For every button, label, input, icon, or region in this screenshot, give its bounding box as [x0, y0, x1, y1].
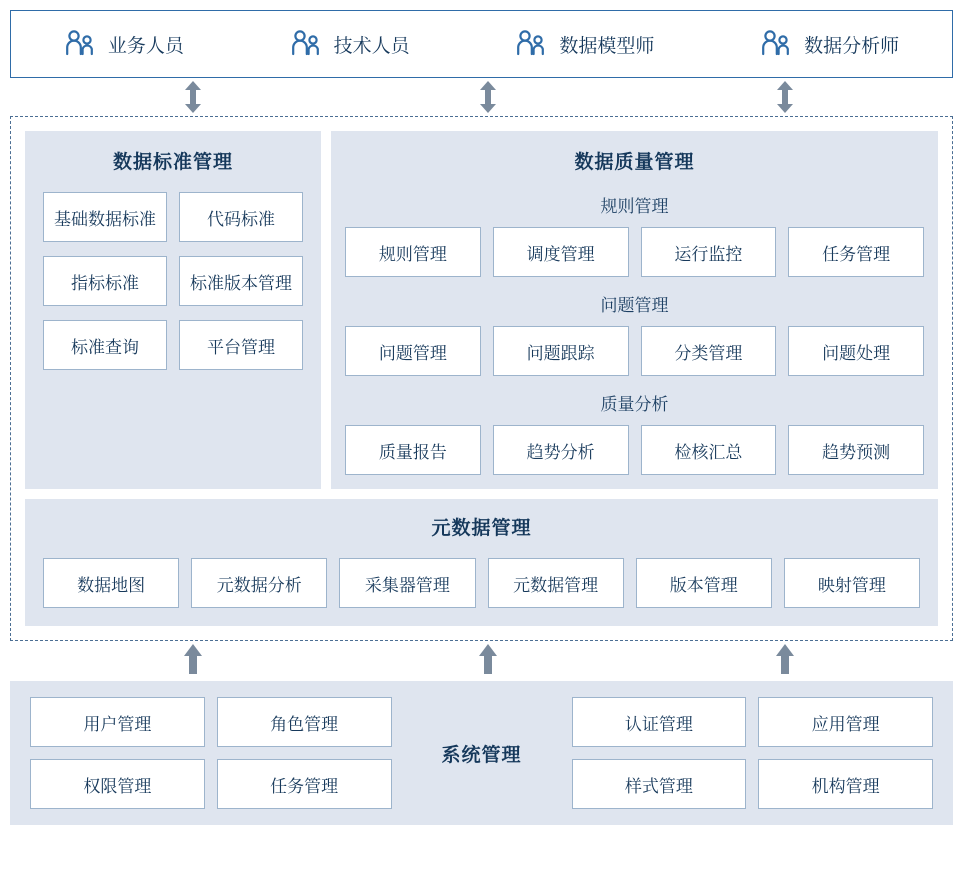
system-item[interactable]: 用户管理 [30, 697, 205, 747]
metadata-item[interactable]: 采集器管理 [339, 558, 475, 608]
system-management-panel [10, 681, 953, 825]
people-icon [515, 29, 547, 59]
up-arrow-icon [772, 643, 798, 680]
data-standard-grid [43, 192, 303, 370]
standard-item[interactable]: 代码标准 [179, 192, 303, 242]
quality-item[interactable]: 问题跟踪 [493, 326, 629, 376]
quality-item[interactable]: 质量报告 [345, 425, 481, 475]
quality-group-grid [345, 227, 924, 277]
role-item[interactable] [507, 29, 662, 59]
quality-item[interactable]: 检核汇总 [641, 425, 777, 475]
quality-group-title: 规则管理 [600, 197, 669, 216]
up-arrow-icon [475, 643, 501, 680]
standard-item[interactable]: 标准版本管理 [179, 256, 303, 306]
role-label: 技术人员 [333, 35, 410, 57]
quality-group-title: 质量分析 [600, 395, 669, 414]
people-icon [290, 29, 322, 59]
panel-title: 数据标准管理 [112, 152, 233, 173]
role-item[interactable] [282, 29, 418, 59]
standard-item[interactable]: 标准查询 [43, 320, 167, 370]
governance-top-row [25, 131, 938, 489]
data-standard-panel [25, 131, 321, 489]
quality-item[interactable]: 规则管理 [345, 227, 481, 277]
quality-item[interactable]: 分类管理 [641, 326, 777, 376]
connector-row-top [10, 78, 953, 116]
panel-title: 元数据管理 [431, 518, 532, 539]
quality-group-grid [345, 425, 924, 475]
quality-item[interactable]: 任务管理 [788, 227, 924, 277]
standard-item[interactable]: 基础数据标准 [43, 192, 167, 242]
quality-item[interactable]: 调度管理 [493, 227, 629, 277]
quality-item[interactable]: 问题管理 [345, 326, 481, 376]
system-item[interactable]: 应用管理 [758, 697, 933, 747]
role-label: 业务人员 [107, 35, 184, 57]
data-quality-panel [331, 131, 938, 489]
connector-row-bottom [10, 641, 953, 681]
standard-item[interactable]: 指标标准 [43, 256, 167, 306]
role-item[interactable] [752, 29, 907, 59]
system-item[interactable]: 机构管理 [758, 759, 933, 809]
role-label: 数据分析师 [804, 35, 900, 57]
system-left-grid [30, 697, 392, 809]
role-item[interactable] [56, 29, 192, 59]
metadata-item[interactable]: 元数据管理 [488, 558, 624, 608]
governance-container [10, 116, 953, 641]
quality-group-grid [345, 326, 924, 376]
people-icon [760, 29, 792, 59]
quality-group-title: 问题管理 [600, 296, 669, 315]
metadata-grid [43, 558, 920, 608]
metadata-item[interactable]: 版本管理 [636, 558, 772, 608]
roles-bar [10, 10, 953, 78]
system-item[interactable]: 角色管理 [217, 697, 392, 747]
system-right-grid [572, 697, 934, 809]
standard-item[interactable]: 平台管理 [179, 320, 303, 370]
metadata-item[interactable]: 元数据分析 [191, 558, 327, 608]
people-icon [64, 29, 96, 59]
up-arrow-icon [180, 643, 206, 680]
system-item[interactable]: 认证管理 [572, 697, 747, 747]
metadata-panel [25, 499, 938, 626]
system-item[interactable]: 任务管理 [217, 759, 392, 809]
system-item[interactable]: 权限管理 [30, 759, 205, 809]
metadata-item[interactable]: 数据地图 [43, 558, 179, 608]
metadata-item[interactable]: 映射管理 [784, 558, 920, 608]
system-item[interactable]: 样式管理 [572, 759, 747, 809]
panel-title: 数据质量管理 [574, 152, 695, 173]
quality-item[interactable]: 运行监控 [641, 227, 777, 277]
quality-item[interactable]: 趋势分析 [493, 425, 629, 475]
double-arrow-icon [475, 80, 501, 119]
role-label: 数据模型师 [559, 35, 655, 57]
quality-item[interactable]: 趋势预测 [788, 425, 924, 475]
quality-item[interactable]: 问题处理 [788, 326, 924, 376]
double-arrow-icon [180, 80, 206, 119]
panel-title: 系统管理 [441, 744, 522, 766]
double-arrow-icon [772, 80, 798, 119]
